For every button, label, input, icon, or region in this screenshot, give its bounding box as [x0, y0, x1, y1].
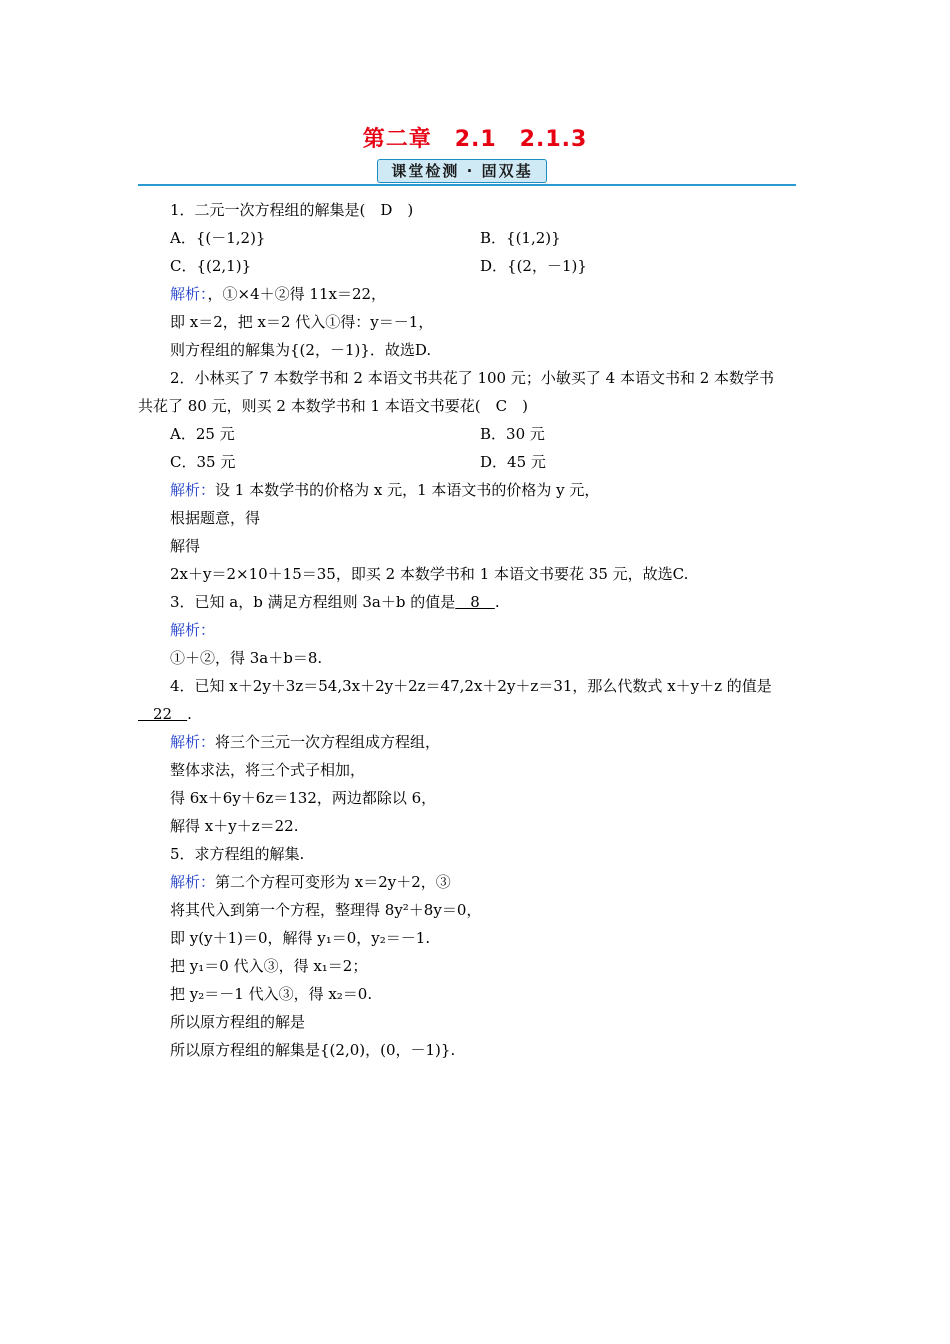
q3-answer-blank: 8	[455, 593, 495, 611]
q3-analysis-line-1: ①＋②，得 3a＋b＝8.	[170, 649, 323, 667]
q1-analysis-text: ，①×4＋②得 11x＝22，	[207, 285, 387, 303]
q4-analysis-line-3: 得 6x＋6y＋6z＝132，两边都除以 6，	[170, 789, 437, 807]
analysis-label: 解析：	[170, 285, 208, 303]
q5-analysis-line-3: 即 y(y＋1)＝0，解得 y₁＝0，y₂＝－1.	[170, 929, 431, 947]
q3-stem	[170, 592, 500, 612]
q2-option-c: C．35 元	[170, 453, 236, 471]
q4-analysis-line-1	[170, 732, 440, 752]
q4-analysis-line-4: 解得 x＋y＋z＝22.	[170, 817, 299, 835]
q2-analysis-line-4: 2x＋y＝2×10＋15＝35，即买 2 本数学书和 1 本语文书要花 35 元，故选C.	[170, 565, 689, 583]
section-badge: 课堂检测 · 固双基	[377, 159, 547, 183]
q1-analysis-line-1	[170, 284, 386, 304]
q2-option-a: A．25 元	[170, 425, 235, 443]
q5-analysis-line-4: 把 y₁＝0 代入③，得 x₁＝2；	[170, 957, 368, 975]
q1-analysis-line-2: 即 x＝2，把 x＝2 代入①得：y＝－1，	[170, 313, 434, 331]
q1-option-d: D．{(2，－1)}	[480, 257, 587, 275]
q3-analysis-label-line	[170, 620, 215, 640]
q4-stem: 4．已知 x＋2y＋3z＝54,3x＋2y＋2z＝47,2x＋2y＋z＝31，那么代数式 x＋y＋z 的值是	[170, 677, 772, 695]
analysis-label: 解析：	[170, 621, 216, 639]
q2-analysis-line-1	[170, 480, 599, 500]
q5-analysis-line-7: 所以原方程组的解集是{(2,0)，(0，－1)}.	[170, 1041, 456, 1059]
analysis-label: 解析：	[170, 481, 216, 499]
q1-stem: 1．二元一次方程组的解集是( D )	[170, 201, 414, 219]
q5-analysis-text: 第二个方程可变形为 x＝2y＋2，③	[215, 873, 451, 891]
divider-rule	[138, 184, 796, 186]
q4-analysis-line-2: 整体求法，将三个式子相加，	[170, 761, 366, 779]
q1-option-c: C．{(2,1)}	[170, 257, 252, 275]
q4-analysis-text: 将三个三元一次方程组成方程组，	[215, 733, 441, 751]
analysis-label: 解析：	[170, 733, 216, 751]
q5-analysis-line-1	[170, 872, 451, 892]
q5-analysis-line-2: 将其代入到第一个方程，整理得 8y²＋8y＝0，	[170, 901, 482, 919]
q2-analysis-line-3: 解得	[170, 537, 201, 555]
q3-stem-text: 3．已知 a，b 满足方程组则 3a＋b 的值是	[170, 593, 456, 611]
q2-analysis-line-2: 根据题意，得	[170, 509, 261, 527]
q4-answer-line: 22 .	[138, 705, 192, 723]
q4-answer-blank: 22	[138, 705, 188, 723]
q5-analysis-line-5: 把 y₂＝－1 代入③，得 x₂＝0.	[170, 985, 373, 1003]
q2-stem-line-1: 2．小林买了 7 本数学书和 2 本语文书共花了 100 元；小敏买了 4 本语文书和 2 本数学书	[170, 369, 775, 387]
q1-option-a: A．{(－1,2)}	[170, 229, 266, 247]
analysis-label: 解析：	[170, 873, 216, 891]
q2-option-b: B．30 元	[480, 425, 545, 443]
q2-stem-line-2: 共花了 80 元，则买 2 本数学书和 1 本语文书要花( C )	[138, 397, 528, 415]
q5-analysis-line-6: 所以原方程组的解是	[170, 1013, 306, 1031]
q2-option-d: D．45 元	[480, 453, 546, 471]
q1-analysis-line-3: 则方程组的解集为{(2，－1)}．故选D.	[170, 341, 432, 359]
q3-stem-end: .	[494, 593, 500, 611]
q2-analysis-text: 设 1 本数学书的价格为 x 元，1 本语文书的价格为 y 元，	[215, 481, 600, 499]
q5-stem: 5．求方程组的解集.	[170, 845, 305, 863]
q1-option-b: B．{(1,2)}	[480, 229, 561, 247]
page-title: 第二章 2.1 2.1.3	[362, 127, 588, 152]
